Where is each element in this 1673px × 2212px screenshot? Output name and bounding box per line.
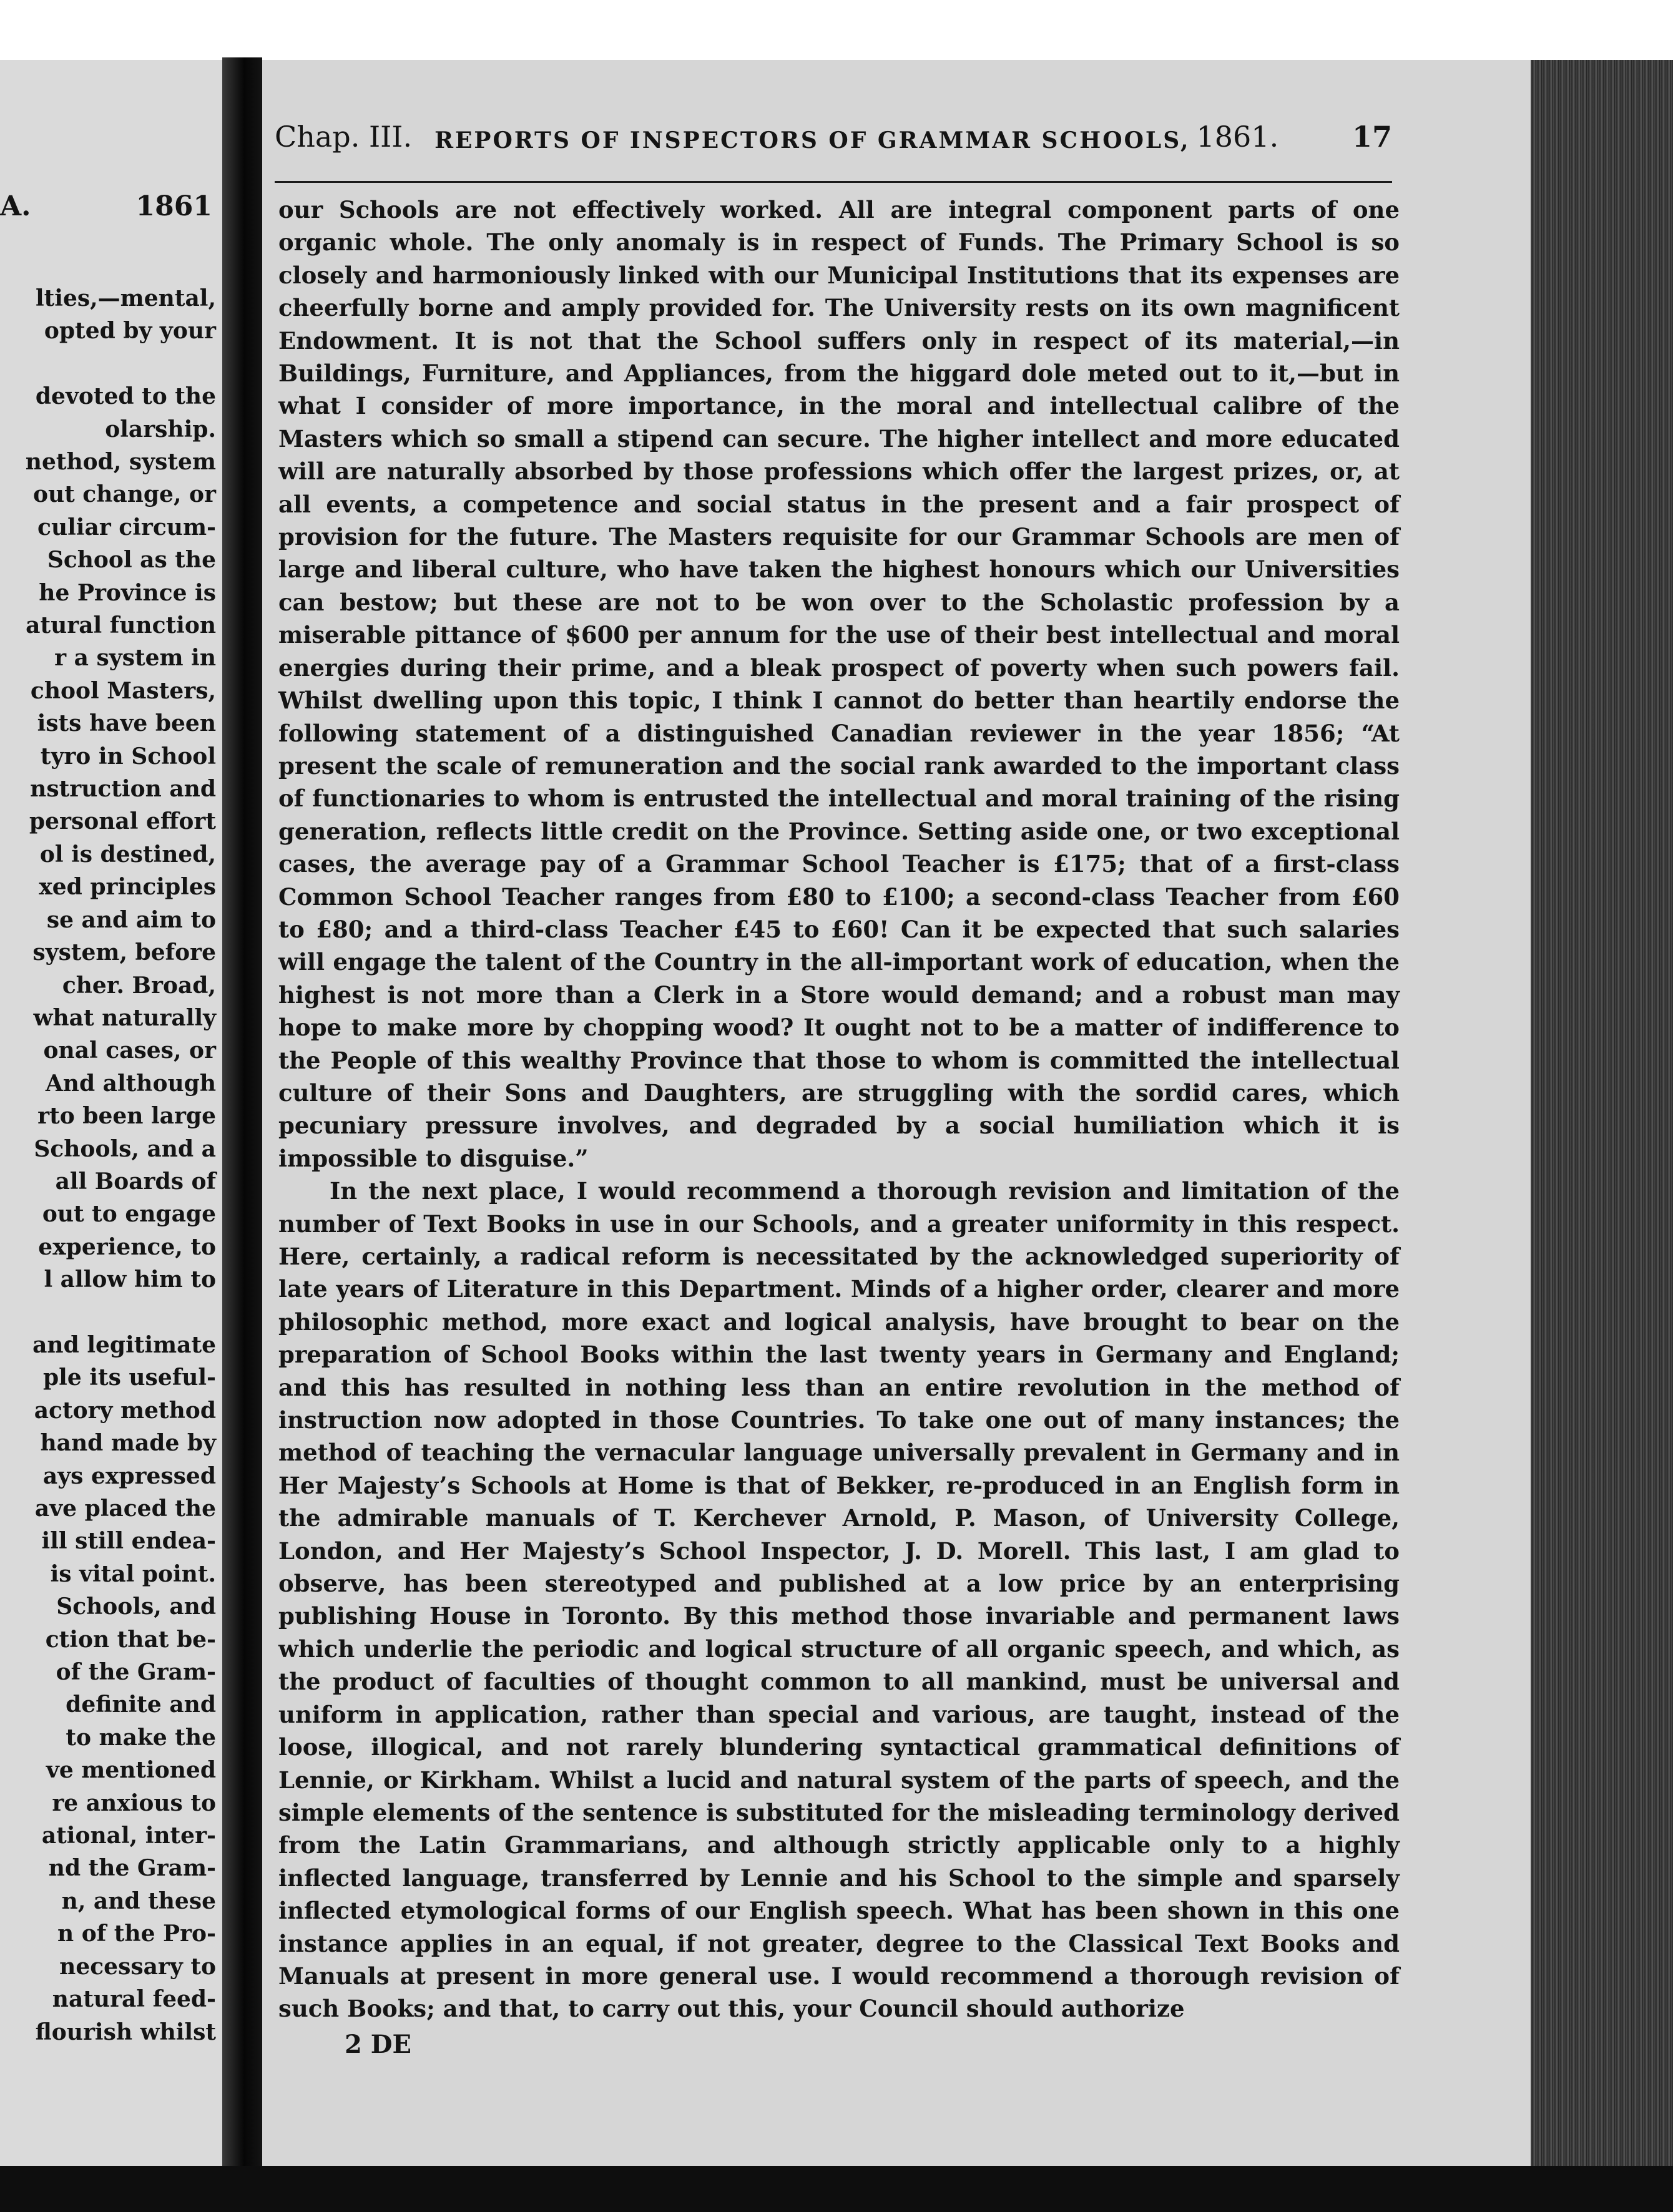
left-line: cher. Broad, xyxy=(62,972,216,999)
left-line: definite and xyxy=(66,1691,216,1718)
scan-top-margin xyxy=(0,0,1673,60)
left-line: r a system in xyxy=(54,645,216,672)
left-line: olarship. xyxy=(105,416,216,443)
left-line: what naturally xyxy=(33,1004,216,1031)
left-page-header xyxy=(0,182,212,222)
left-page xyxy=(0,60,222,2166)
left-header-fragment: A. xyxy=(0,190,31,222)
left-line: l allow him to xyxy=(44,1266,216,1293)
left-line: onal cases, or xyxy=(43,1037,216,1064)
line-gap xyxy=(0,1296,220,1329)
left-line: ill still endea- xyxy=(41,1528,216,1555)
left-line: n, and these xyxy=(61,1887,216,1914)
paragraph: In the next place, I would recommend a thorough revision and limitation of the number of Text Books in use in our Schools, and a greater uniformity in this respect. Here, certainly, a radical reform is necessitated by the acknowledged superiority of late years of Literature in this Department. Minds of a higher order, clearer and more philosophic method, more exact and logical analysis, have brought to bear on the preparation of School Books within the last twenty years in Germany and England; and this has resulted in nothing less than an entire revolution in the method of instruction now adopted in those Countries. To take one out of many instances; the method of teaching the vernacular language universally prevalent in Germany and in Her Majesty’s Schools at Home is that of Bekker, re-produced in an English form in the admirable manuals of T. Kerchever Arnold, P. Mason, of University College, London, and Her Majesty’s School Inspector, J. D. Morell. This last, I am glad to observe, has been stereotyped and published at a low price by an enterprising publishing House in Toronto. By this method those invariable and permanent laws which underlie the periodic and logical structure of all organic speech, and which, as the product of faculties of thought common to all mankind, must be universal and uniform in application, rather than special and various, are taught, instead of the loose, illogical, and not rarely blundering syntactical grammatical definitions of Lennie, or Kirkham. Whilst a lucid and natural system of the parts of speech, and the simple elements of the sentence is substituted for the misleading terminology derived from the Latin Grammarians, and although strictly applicable only to a highly inflected language, transferred by Lennie and his School to the simple and sparsely inflected etymological forms of our English speech. What has been shown in this one instance applies in an equal, if not greater, degree to the Classical Text Books and Manuals at present in more general use. I would recommend a thorough revision of such Books; and that, to carry out this, your Council should authorize xyxy=(278,1177,1400,2023)
left-line: xed principles xyxy=(39,874,216,901)
left-line: re anxious to xyxy=(52,1789,216,1816)
left-line: ists have been xyxy=(37,710,216,737)
left-line: nd the Gram- xyxy=(48,1855,216,1882)
body-text xyxy=(278,193,1400,2025)
running-header xyxy=(275,106,1405,154)
left-header-year: 1861 xyxy=(135,190,212,222)
left-line: lties,—mental, xyxy=(35,285,216,311)
left-line: experience, to xyxy=(38,1233,216,1260)
left-line: out to engage xyxy=(42,1201,216,1228)
left-line: ational, inter- xyxy=(41,1823,216,1849)
page-edges xyxy=(1531,60,1673,2166)
left-line: School as the xyxy=(47,547,216,574)
left-line: ction that be- xyxy=(45,1626,216,1653)
left-line: tyro in School xyxy=(40,743,216,770)
header-rule xyxy=(275,181,1392,183)
left-line: Schools, and xyxy=(56,1593,216,1620)
left-line: nstruction and xyxy=(30,776,216,803)
page-number: 17 xyxy=(1352,120,1392,154)
left-line: chool Masters, xyxy=(30,677,216,704)
left-line: ple its useful- xyxy=(42,1364,216,1391)
left-line: ays expressed xyxy=(42,1462,216,1489)
left-line: natural feed- xyxy=(52,1986,216,2013)
paragraph: our Schools are not effectively worked. All are integral component parts of one organic whole. The only anomaly is in respect of Funds. The Primary School is so closely and harmoniously linked with our Municipal Institutions that its expenses are cheerfully borne and amply provided for. The University rests on its own magnificent Endowment. It is not that the School suffers only in respect of its material,—in Buildings, Furniture, and Appliances, from the higgard dole meted out to it,—but in what I consider of more importance, in the moral and intellectual calibre of the Masters which so small a stipend can secure. The higher intellect and more educated will are naturally absorbed by those professions which offer the largest prizes, or, at all events, a competence and social status in the present and a fair prospect of provision for the future. The Masters requisite for our Grammar Schools are men of large and liberal culture, who have taken the highest honours which our Universities can bestow; but these are not to be won over to the Scholastic profession by a miserable pittance of $600 per annum for the use of their best intellectual and moral energies during their prime, and a bleak prospect of poverty when such powers fail. Whilst dwelling upon this topic, I think I cannot do better than heartily endorse the following statement of a distinguished Canadian reviewer in the year 1856; “At present the scale of remuneration and the social rank awarded to the important class of functionaries to whom is entrusted the intellectual and moral training of the rising generation, reflects little credit on the Province. Setting aside one, or two exceptional cases, the average pay of a Grammar School Teacher is £175; that of a first-class Common School Teacher ranges from £80 to £100; a second-class Teacher from £60 to £80; and a third-class Teacher £45 to £60! Can it be expected that such salaries will engage the talent of the Country in the all-important work of education, when the highest is not more than a Clerk in a Store would demand; and a robust man may hope to make more by chopping wood? It ought not to be a matter of indifference to the People of this wealthy Province that those to whom is committed the intellectual culture of their Sons and Daughters, are struggling with the sordid cares, which pecuniary pressure involves, and degraded by a social humiliation which it is impossible to disguise.” xyxy=(278,196,1400,1172)
left-line: out change, or xyxy=(32,481,216,508)
left-line: se and aim to xyxy=(46,906,216,933)
scan-bottom-margin xyxy=(0,2166,1673,2212)
left-line: hand made by xyxy=(40,1430,216,1457)
left-page-text-column xyxy=(0,282,220,2048)
left-line: of the Gram- xyxy=(56,1659,216,1686)
left-line: n of the Pro- xyxy=(57,1921,216,1947)
left-line: opted by your xyxy=(44,318,216,345)
left-line: system, before xyxy=(32,939,216,966)
left-line: Schools, and a xyxy=(34,1135,216,1162)
left-line: and legitimate xyxy=(32,1331,216,1358)
left-line: atural function xyxy=(26,612,216,639)
book-gutter xyxy=(222,57,262,2168)
left-line: personal effort xyxy=(29,808,216,835)
chapter-label: Chap. III. xyxy=(275,120,413,154)
left-line: devoted to the xyxy=(35,383,216,410)
left-line: culiar circum- xyxy=(37,514,216,541)
left-line: ol is destined, xyxy=(39,841,216,868)
left-line: nethod, system xyxy=(25,449,216,476)
left-line: actory method xyxy=(34,1397,216,1424)
running-year: 1861. xyxy=(1196,120,1279,154)
left-line: to make the xyxy=(66,1724,216,1751)
left-line: is vital point. xyxy=(50,1560,216,1587)
left-line: And although xyxy=(45,1070,216,1097)
left-line: ave placed the xyxy=(34,1495,216,1522)
left-line: ve mentioned xyxy=(46,1757,216,1784)
running-title: REPORTS OF INSPECTORS OF GRAMMAR SCHOOLS, xyxy=(434,127,1190,154)
left-line: flourish whilst xyxy=(35,2019,216,2045)
signature-mark: 2 DE xyxy=(345,2030,411,2059)
line-gap xyxy=(0,348,220,380)
left-line: rto been large xyxy=(37,1103,216,1130)
left-line: necessary to xyxy=(59,1953,216,1980)
left-line: he Province is xyxy=(39,579,216,606)
left-line: all Boards of xyxy=(55,1168,216,1195)
